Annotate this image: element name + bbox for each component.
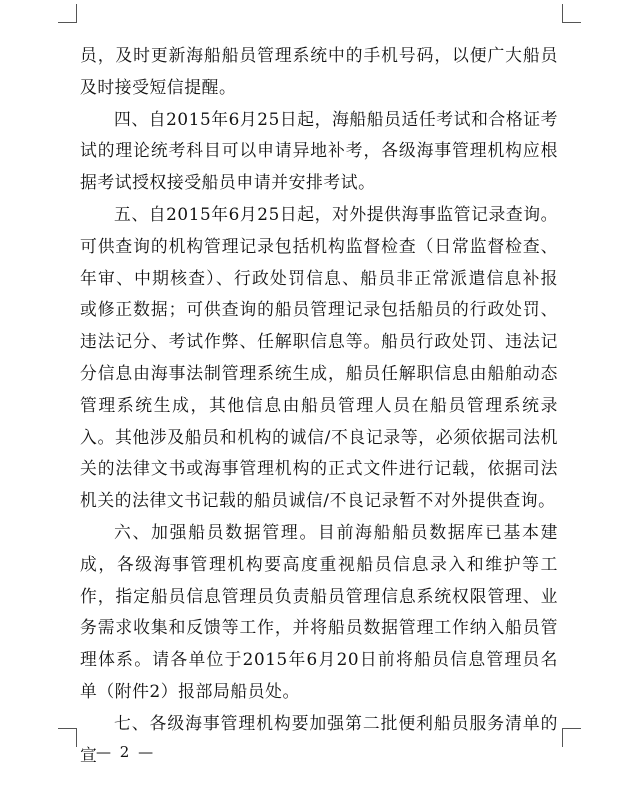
crop-mark-top-right [562,4,581,23]
paragraph-continuation: 员，及时更新海船船员管理系统中的手机号码，以便广大船员及时接受短信提醒。 [80,45,558,97]
paragraph-item-7: 七、各级海事管理机构要加强第二批便利船员服务清单的宣 [80,712,558,765]
crop-mark-top-left [58,4,77,23]
page-number: — 2 — [96,743,156,761]
crop-mark-bottom-left [58,728,77,747]
paragraph-item-5: 五、自2015年6月25日起，对外提供海事监管记录查询。可供查询的机构管理记录包括机构监督检查（日常监督检查、年审、中期核查）、行政处罚信息、船员非正常派遣信息补报或修正数据；可供查询的船员管理记录包括船员的行政处罚、违法记分、考试作弊、任解职信息等。船员行政处罚、违法记分信息由海事法制管理系统生成，船员任解职信息由船舶动态管理系统生成，其他信息由船员管理人员在船员管理系统录入。其他涉及船员和机构的诚信/不良记录等，必须依据司法机关的法律文书或海事管理机构的正式文件进行记载，依据司法机关的法律文书记载的船员诚信/不良记录暂不对外提供查询。 [80,203,558,511]
body-text [80,40,558,771]
paragraph-item-4: 四、自2015年6月25日起，海船船员适任考试和合格证考试的理论统考科目可以申请异地补考，各级海事管理机构应根据考试授权接受船员申请并安排考试。 [80,108,558,193]
paragraph-item-6: 六、加强船员数据管理。目前海船船员数据库已基本建成，各级海事管理机构要高度重视船员信息录入和维护等工作，指定船员信息管理员负责船员管理信息系统权限管理、业务需求收集和反馈等工作，并将船员数据管理工作纳入船员管理体系。请各单位于2015年6月20日前将船员信息管理员名单（附件2）报部局船员处。 [80,521,558,701]
crop-mark-bottom-right [562,728,581,747]
